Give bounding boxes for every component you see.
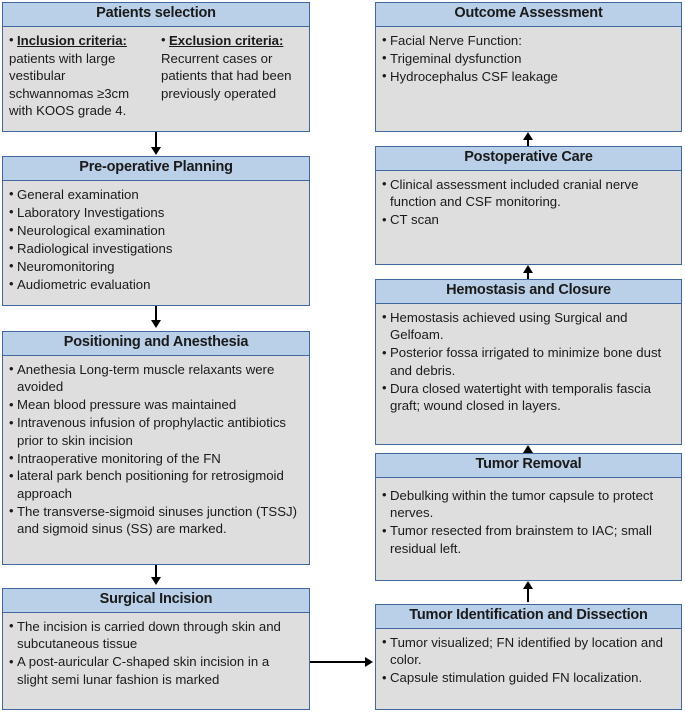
inclusion-criteria-column: [9, 32, 151, 120]
node-patients-selection-title: Patients selection: [3, 3, 309, 27]
connector-patients-to-planning-arrow: [151, 147, 161, 155]
inclusion-criteria-heading: Inclusion criteria:: [17, 32, 127, 48]
node-tumor-removal-title: Tumor Removal: [376, 454, 681, 478]
list-item: • Radiological investigations: [9, 240, 303, 257]
list-item: • Mean blood pressure was maintained: [9, 396, 303, 413]
node-tumor-removal-body: [376, 478, 681, 562]
positioning-and-anesthesia-list: [9, 361, 303, 538]
node-postoperative-care[interactable]: [375, 146, 682, 265]
node-patients-selection[interactable]: [2, 2, 310, 132]
exclusion-criteria-column: [161, 32, 303, 120]
node-postoperative-care-body: [376, 171, 681, 233]
node-outcome-assessment-body: [376, 27, 681, 90]
pre-operative-planning-list: [9, 186, 303, 293]
connector-incision-to-tumor-identification-line: [310, 661, 366, 663]
exclusion-criteria-text: Recurrent cases or patients that had been previously operated: [161, 50, 292, 101]
node-tumor-identification-and-dissection-title: Tumor Identification and Dissection: [376, 605, 681, 629]
tumor-removal-list: [382, 487, 675, 557]
list-item: • Hydrocephalus CSF leakage: [382, 68, 675, 85]
node-postoperative-care-title: Postoperative Care: [376, 147, 681, 171]
list-item: • Intravenous infusion of prophylactic antibiotics prior to skin incision: [9, 414, 303, 449]
node-surgical-incision-body: [3, 613, 309, 693]
connector-tumor-identification-to-removal-arrow: [523, 581, 533, 589]
node-tumor-identification-and-dissection[interactable]: [375, 604, 682, 710]
connector-positioning-to-incision-arrow: [151, 577, 161, 585]
list-item: • Intraoperative monitoring of the FN: [9, 450, 303, 467]
list-item: • Debulking within the tumor capsule to protect nerves.: [382, 487, 675, 522]
list-item: • Audiometric evaluation: [9, 276, 303, 293]
node-pre-operative-planning-title: Pre-operative Planning: [3, 157, 309, 181]
node-outcome-assessment[interactable]: [375, 2, 682, 132]
node-hemostasis-and-closure-title: Hemostasis and Closure: [376, 280, 681, 304]
list-item: • Laboratory Investigations: [9, 204, 303, 221]
connector-postoperative-to-outcome-arrow: [523, 132, 533, 140]
node-hemostasis-and-closure-body: [376, 304, 681, 419]
outcome-assessment-list: [382, 32, 675, 85]
node-positioning-and-anesthesia-body: [3, 356, 309, 542]
node-hemostasis-and-closure[interactable]: [375, 279, 682, 445]
inclusion-criteria-text: patients with large vestibular schwannomas ≥3cm with KOOS grade 4.: [9, 50, 130, 119]
hemostasis-and-closure-list: [382, 309, 675, 415]
connector-tumor-removal-to-hemostasis-arrow: [523, 445, 533, 453]
connector-planning-to-positioning-arrow: [151, 320, 161, 328]
list-item: • lateral park bench positioning for retrosigmoid approach: [9, 467, 303, 502]
list-item: • Neurological examination: [9, 222, 303, 239]
criteria-columns: [9, 32, 303, 120]
list-item: • Anethesia Long-term muscle relaxants were avoided: [9, 361, 303, 396]
surgical-incision-list: [9, 618, 303, 688]
list-item: • Hemostasis achieved using Surgical and Gelfoam.: [382, 309, 675, 344]
node-tumor-identification-and-dissection-body: [376, 629, 681, 691]
node-patients-selection-body: [3, 27, 309, 124]
node-positioning-and-anesthesia-title: Positioning and Anesthesia: [3, 332, 309, 356]
list-item: • Tumor resected from brainstem to IAC; small residual left.: [382, 522, 675, 557]
list-item: • Trigeminal dysfunction: [382, 50, 675, 67]
node-tumor-removal[interactable]: [375, 453, 682, 581]
list-item: • General examination: [9, 186, 303, 203]
node-outcome-assessment-title: Outcome Assessment: [376, 3, 681, 27]
list-item: • Capsule stimulation guided FN localization.: [382, 669, 675, 686]
list-item: • Neuromonitoring: [9, 258, 303, 275]
connector-hemostasis-to-postoperative-arrow: [523, 265, 533, 273]
exclusion-criteria-heading: Exclusion criteria:: [169, 32, 284, 48]
node-positioning-and-anesthesia[interactable]: [2, 331, 310, 565]
postoperative-care-list: [382, 176, 675, 229]
exclusion-criteria-item: [161, 32, 303, 49]
node-pre-operative-planning-body: [3, 181, 309, 298]
node-surgical-incision[interactable]: [2, 588, 310, 710]
list-item: • The transverse-sigmoid sinuses junction (TSSJ) and sigmoid sinus (SS) are marked.: [9, 503, 303, 538]
node-surgical-incision-title: Surgical Incision: [3, 589, 309, 613]
list-item: • Posterior fossa irrigated to minimize bone dust and debris.: [382, 344, 675, 379]
list-item: • The incision is carried down through skin and subcutaneous tissue: [9, 618, 303, 653]
connector-tumor-identification-to-removal-line: [527, 588, 529, 602]
list-item: • A post-auricular C-shaped skin incision in a slight semi lunar fashion is marked: [9, 653, 303, 688]
list-item: • Dura closed watertight with temporalis fascia graft; wound closed in layers.: [382, 380, 675, 415]
list-item: • CT scan: [382, 211, 675, 228]
connector-incision-to-tumor-identification-arrow: [365, 657, 373, 667]
list-item: • Tumor visualized; FN identified by location and color.: [382, 634, 675, 669]
list-item: • Clinical assessment included cranial nerve function and CSF monitoring.: [382, 176, 675, 211]
inclusion-criteria-item: [9, 32, 151, 49]
node-pre-operative-planning[interactable]: [2, 156, 310, 306]
list-item: • Facial Nerve Function:: [382, 32, 675, 49]
tumor-identification-list: [382, 634, 675, 687]
